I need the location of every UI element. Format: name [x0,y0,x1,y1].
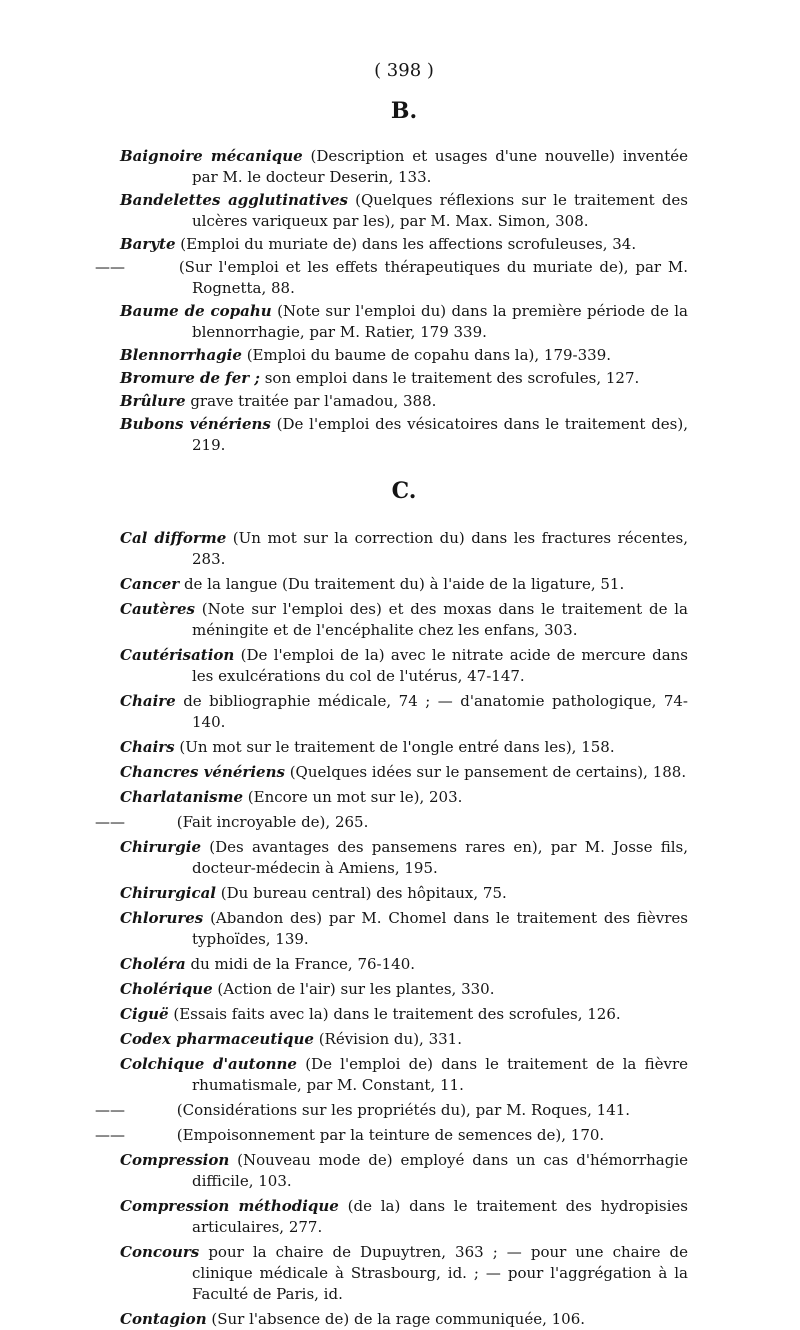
index-entry [95,812,688,833]
section-heading-c: C. [391,478,417,504]
entry-text: (Considérations sur les propriétés du), par M. Roques, 141. [176,1101,631,1119]
index-entry [120,528,688,570]
entry-heading: Baryte [120,235,176,253]
index-entry [95,257,688,299]
entry-text: (Du bureau central) des hôpitaux, 75. [220,884,507,902]
entry-text: (Essais faits avec la) dans le traitement des scrofules, 126. [173,1005,621,1023]
entry-heading: Cancer [120,575,180,593]
entry-text: (De l'emploi de la) avec le nitrate acide de mercure dans les exulcérations du col de l'utérus, 47-147. [192,646,688,685]
index-entry [120,414,688,456]
entry-heading: Chlorures [120,909,204,927]
entry-text: (De l'emploi de) dans le traitement de la fièvre rhumatismale, par M. Constant, 11. [192,1055,688,1094]
entry-heading: Choléra [120,955,186,973]
index-entry [120,1004,688,1025]
section-heading-b: B. [390,98,418,124]
index-entry [120,1196,688,1238]
entry-heading: Brûlure [120,392,186,410]
entry-heading: Blennorrhagie [120,346,242,364]
entry-heading: Bubons vénériens [120,415,271,433]
entry-heading: Chirurgical [120,884,216,902]
entry-heading: Bandelettes agglutinatives [120,191,348,209]
entry-heading: Compression méthodique [120,1197,339,1215]
index-entry [120,574,688,595]
entry-text: (De l'emploi des vésicatoires dans le traitement des), 219. [192,415,688,454]
entry-text: (Des avantages des pansemens rares en), par M. Josse fils, docteur-médecin à Amiens, 195. [192,838,688,877]
entry-text: de bibliographie médicale, 74 ; — d'anatomie pathologique, 74-140. [183,692,688,731]
entry-text: grave traitée par l'amadou, 388. [190,392,437,410]
index-entry [95,1100,688,1121]
repeat-dash: —— [95,1101,125,1119]
entry-heading: Ciguë [120,1005,169,1023]
entry-heading: Baignoire mécanique [120,147,303,165]
entry-text: son emploi dans le traitement des scrofules, 127. [264,369,640,387]
index-entry [120,979,688,1000]
entry-text: (Sur l'emploi et les effets thérapeutiques du muriate de), par M. Rognetta, 88. [178,258,688,297]
index-entry [120,691,688,733]
entry-heading: Concours [120,1243,200,1261]
entry-text: (Emploi du baume de copahu dans la), 179-339. [246,346,612,364]
entry-text: (Nouveau mode de) employé dans un cas d'hémorrhagie difficile, 103. [192,1151,688,1190]
entry-text: (Encore un mot sur le), 203. [247,788,463,806]
page-number: ( 398 ) [374,60,434,81]
index-entry [120,1242,688,1305]
index-entry [120,1150,688,1192]
entry-text: (Note sur l'emploi des) et des moxas dans le traitement de la méningite et de l'encéphalite chez les enfans, 303. [192,600,688,639]
repeat-dash: —— [95,1126,125,1144]
index-entry [120,883,688,904]
entry-heading: Chancres vénériens [120,763,285,781]
index-entry [120,599,688,641]
index-entry [120,234,688,255]
entry-text: (Fait incroyable de), 265. [176,813,369,831]
index-list-b [95,146,689,456]
index-entry [120,737,688,758]
index-entry [120,190,688,232]
index-entry [120,954,688,975]
index-entry [120,345,688,366]
repeat-dash: —— [95,258,125,276]
index-entry [120,368,688,389]
entry-heading: Contagion [120,1310,207,1328]
entry-text: (Description et usages d'une nouvelle) inventée par M. le docteur Deserin, 133. [192,147,688,186]
index-entry [120,645,688,687]
entry-heading: Colchique d'autonne [120,1055,297,1073]
entry-text: de la langue (Du traitement du) à l'aide de la ligature, 51. [183,575,625,593]
entry-text: (Action de l'air) sur les plantes, 330. [217,980,495,998]
entry-heading: Cholérique [120,980,213,998]
index-list-c [95,528,688,1330]
entry-text: (Abandon des) par M. Chomel dans le traitement des fièvres typhoïdes, 139. [192,909,688,948]
entry-heading: Chaire [120,692,176,710]
entry-text: (de la) dans le traitement des hydropisies articulaires, 277. [192,1197,688,1236]
entry-heading: Chirurgie [120,838,201,856]
index-entry [120,146,688,188]
entry-text: (Emploi du muriate de) dans les affections scrofuleuses, 34. [180,235,637,253]
entry-text: (Empoisonnement par la teinture de semences de), 170. [176,1126,605,1144]
entry-heading: Cautérisation [120,646,235,664]
index-entry [120,908,688,950]
entry-text: (Révision du), 331. [318,1030,462,1048]
entry-text: (Note sur l'emploi du) dans la première période de la blennorrhagie, par M. Ratier, 179 339. [192,302,688,341]
entry-text: (Un mot sur la correction du) dans les fractures récentes, 283. [192,529,688,568]
entry-heading: Cal difforme [120,529,227,547]
entry-heading: Bromure de fer ; [120,369,260,387]
entry-heading: Compression [120,1151,230,1169]
entry-heading: Baume de copahu [120,302,272,320]
index-entry [120,391,688,412]
entry-text: (Quelques idées sur le pansement de certains), 188. [289,763,687,781]
entry-text: pour la chaire de Dupuytren, 363 ; — pour une chaire de clinique médicale à Strasbourg, id. ; — pour l'aggrégation à la Faculté de Paris, id. [192,1243,688,1303]
entry-text: (Un mot sur le traitement de l'ongle entré dans les), 158. [179,738,615,756]
index-entry [120,762,688,783]
entry-text: (Sur l'absence de) de la rage communiquée, 106. [211,1310,586,1328]
index-entry [120,1054,688,1096]
entry-heading: Chairs [120,738,175,756]
index-entry [95,1125,688,1146]
index-entry [120,301,688,343]
entry-text: (Quelques réflexions sur le traitement des ulcères variqueux par les), par M. Max. Simon, 308. [192,191,689,230]
entry-heading: Cautères [120,600,195,618]
index-entry [120,1309,688,1330]
index-entry [120,1029,688,1050]
entry-text: du midi de la France, 76-140. [190,955,416,973]
entry-heading: Charlatanisme [120,788,243,806]
index-entry [120,787,688,808]
index-entry [120,837,688,879]
entry-heading: Codex pharmaceutique [120,1030,314,1048]
repeat-dash: —— [95,813,125,831]
